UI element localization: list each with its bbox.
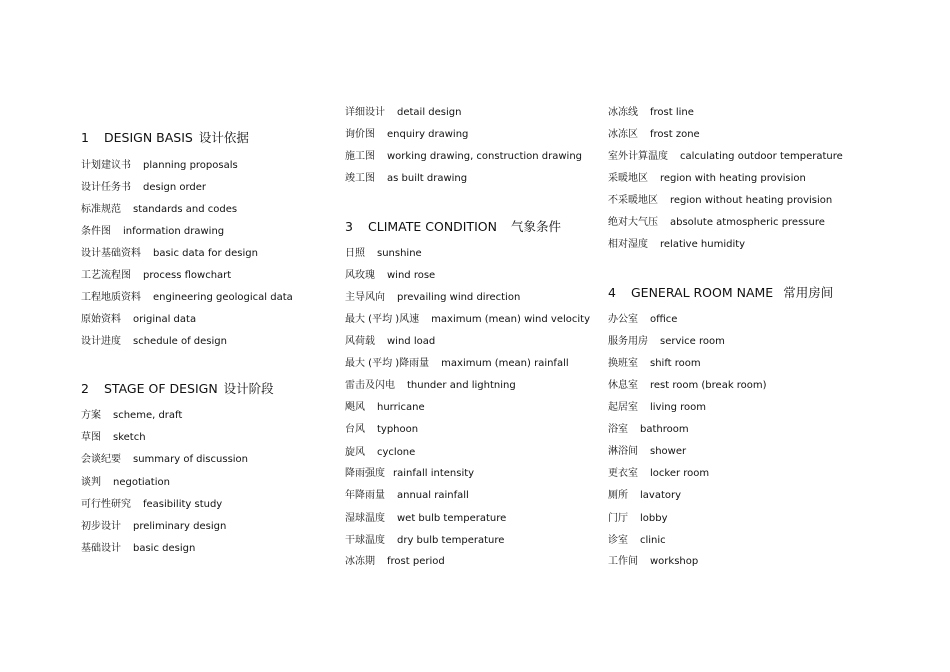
term-zh: 风荷载 <box>345 336 375 347</box>
glossary-entry <box>345 269 435 283</box>
term-zh: 设计进度 <box>81 336 121 347</box>
term-en: shower <box>650 446 687 457</box>
term-en: dry bulb temperature <box>397 535 505 546</box>
term-zh: 详细设计 <box>345 107 385 118</box>
glossary-entry <box>608 534 666 548</box>
glossary-entry <box>345 467 474 481</box>
term-en: basic data for design <box>153 248 258 259</box>
term-zh: 可行性研究 <box>81 499 131 510</box>
term-en: living room <box>650 402 706 413</box>
term-en: sketch <box>113 432 146 443</box>
term-zh: 湿球温度 <box>345 513 385 524</box>
glossary-entry <box>345 534 504 548</box>
term-en: design order <box>143 182 207 193</box>
glossary-entry <box>81 159 238 173</box>
term-zh: 计划建议书 <box>81 160 131 171</box>
term-en: workshop <box>650 556 699 567</box>
glossary-entry <box>81 520 226 534</box>
term-en: absolute atmospheric pressure <box>670 217 825 228</box>
glossary-entry <box>81 181 206 195</box>
term-zh: 旋风 <box>345 447 365 458</box>
term-en: process flowchart <box>143 270 232 281</box>
term-en: cyclone <box>377 447 416 458</box>
glossary-entry <box>81 498 222 512</box>
term-en: detail design <box>397 107 462 118</box>
glossary-entry <box>81 335 227 349</box>
glossary-entry <box>608 379 767 393</box>
term-zh: 更衣室 <box>608 468 638 479</box>
glossary-entry <box>345 401 425 415</box>
glossary-entry <box>608 194 832 208</box>
term-en: planning proposals <box>143 160 238 171</box>
term-zh: 台风 <box>345 424 365 435</box>
section-heading-climate-condition <box>345 219 561 235</box>
term-en: as built drawing <box>387 173 468 184</box>
section-heading-design-basis <box>81 130 249 146</box>
section-heading-general-room-name <box>608 285 833 301</box>
glossary-entry <box>608 467 709 481</box>
term-zh: 日照 <box>345 248 365 259</box>
glossary-entry <box>608 401 706 415</box>
term-en: hurricane <box>377 402 425 413</box>
term-zh: 最大 (平均 )降雨量 <box>345 358 430 369</box>
term-en: clinic <box>640 535 666 546</box>
term-zh: 工作间 <box>608 556 638 567</box>
term-en: locker room <box>650 468 710 479</box>
term-en: shift room <box>650 358 701 369</box>
term-en: region with heating provision <box>660 173 806 184</box>
glossary-entry <box>81 431 146 445</box>
term-en: engineering geological data <box>153 292 293 303</box>
glossary-entry <box>608 445 686 459</box>
section-title-zh: 气象条件 <box>511 219 562 234</box>
term-zh: 淋浴间 <box>608 446 638 457</box>
section-title-zh: 常用房间 <box>783 285 834 300</box>
term-zh: 不采暖地区 <box>608 195 658 206</box>
glossary-entry <box>81 247 258 261</box>
section-number: 4 <box>608 285 616 300</box>
term-en: basic design <box>133 543 196 554</box>
glossary-entry <box>345 150 582 164</box>
term-zh: 条件图 <box>81 226 111 237</box>
term-en: wind load <box>387 336 436 347</box>
glossary-entry <box>81 313 196 327</box>
glossary-entry <box>81 225 224 239</box>
term-zh: 风玫瑰 <box>345 270 375 281</box>
term-en: enquiry drawing <box>387 129 469 140</box>
term-zh: 设计任务书 <box>81 182 131 193</box>
term-zh: 相对湿度 <box>608 239 648 250</box>
term-zh: 施工图 <box>345 151 375 162</box>
glossary-entry <box>608 106 694 120</box>
term-en: working drawing, construction drawing <box>387 151 583 162</box>
glossary-entry <box>608 128 700 142</box>
term-en: wet bulb temperature <box>397 513 507 524</box>
term-zh: 主导风向 <box>345 292 385 303</box>
term-zh: 干球温度 <box>345 535 385 546</box>
glossary-entry <box>608 512 668 526</box>
term-zh: 工程地质资料 <box>81 292 141 303</box>
term-zh: 草图 <box>81 432 101 443</box>
glossary-entry <box>608 555 698 569</box>
section-title-en: CLIMATE CONDITION <box>368 219 497 234</box>
term-zh: 换班室 <box>608 358 638 369</box>
glossary-entry <box>345 446 415 460</box>
glossary-entry <box>608 423 689 437</box>
term-zh: 基础设计 <box>81 543 121 554</box>
term-en: rest room (break room) <box>650 380 767 391</box>
glossary-entry <box>608 172 806 186</box>
term-en: sunshine <box>377 248 422 259</box>
term-en: information drawing <box>123 226 225 237</box>
term-en: prevailing wind direction <box>397 292 521 303</box>
term-zh: 年降雨量 <box>345 490 385 501</box>
section-number: 3 <box>345 219 353 234</box>
term-en: region without heating provision <box>670 195 833 206</box>
glossary-entry <box>345 172 467 186</box>
term-en: lobby <box>640 513 668 524</box>
section-number: 2 <box>81 381 89 396</box>
term-zh: 办公室 <box>608 314 638 325</box>
glossary-entry <box>81 269 231 283</box>
glossary-entry <box>608 357 701 371</box>
term-en: summary of discussion <box>133 454 249 465</box>
glossary-entry <box>81 542 195 556</box>
glossary-entry <box>81 453 248 467</box>
term-zh: 诊室 <box>608 535 628 546</box>
glossary-entry <box>345 555 445 569</box>
term-en: frost line <box>650 107 694 118</box>
glossary-entry <box>345 489 469 503</box>
term-zh: 询价图 <box>345 129 375 140</box>
glossary-entry <box>608 489 681 503</box>
term-zh: 门厅 <box>608 513 628 524</box>
term-en: scheme, draft <box>113 410 183 421</box>
glossary-entry <box>345 128 468 142</box>
glossary-entry <box>345 357 569 371</box>
glossary-entry <box>345 247 422 261</box>
term-en: preliminary design <box>133 521 227 532</box>
term-zh: 初步设计 <box>81 521 121 532</box>
section-title-en: STAGE OF DESIGN <box>104 381 218 396</box>
section-title-zh: 设计依据 <box>198 130 249 145</box>
term-zh: 绝对大气压 <box>608 217 658 228</box>
term-zh: 工艺流程图 <box>81 270 131 281</box>
term-zh: 厕所 <box>608 490 628 501</box>
term-zh: 标准规范 <box>81 204 121 215</box>
term-zh: 采暖地区 <box>608 173 648 184</box>
term-en: lavatory <box>640 490 682 501</box>
term-en: annual rainfall <box>397 490 469 501</box>
glossary-entry <box>345 379 516 393</box>
glossary-entry <box>81 476 170 490</box>
term-zh: 浴室 <box>608 424 628 435</box>
term-en: feasibility study <box>143 499 223 510</box>
section-title-en: DESIGN BASIS <box>104 130 193 145</box>
glossary-entry <box>345 512 506 526</box>
term-en: maximum (mean) wind velocity <box>431 314 590 325</box>
glossary-entry <box>81 291 293 305</box>
term-en: frost zone <box>650 129 700 140</box>
term-zh: 雷击及闪电 <box>345 380 395 391</box>
section-heading-stage-of-design <box>81 381 274 397</box>
glossary-entry <box>608 150 843 164</box>
term-zh: 室外计算温度 <box>608 151 668 162</box>
term-zh: 方案 <box>81 410 101 421</box>
term-zh: 冰冻区 <box>608 129 638 140</box>
term-en: relative humidity <box>660 239 746 250</box>
term-zh: 起居室 <box>608 402 638 413</box>
term-en: schedule of design <box>133 336 227 347</box>
term-zh: 冰冻线 <box>608 107 638 118</box>
term-en: bathroom <box>640 424 689 435</box>
term-en: negotiation <box>113 477 170 488</box>
glossary-entry <box>345 423 418 437</box>
term-zh: 竣工图 <box>345 173 375 184</box>
term-zh: 休息室 <box>608 380 638 391</box>
term-en: typhoon <box>377 424 419 435</box>
term-zh: 谈判 <box>81 477 101 488</box>
section-title-zh: 设计阶段 <box>223 381 274 396</box>
term-en: maximum (mean) rainfall <box>441 358 569 369</box>
glossary-entry <box>608 216 825 230</box>
term-zh: 会谈纪要 <box>81 454 121 465</box>
glossary-entry <box>608 335 725 349</box>
term-en: rainfall intensity <box>393 468 475 479</box>
term-zh: 冰冻期 <box>345 556 375 567</box>
term-zh: 原始资料 <box>81 314 121 325</box>
glossary-entry <box>81 203 237 217</box>
section-number: 1 <box>81 130 89 145</box>
glossary-entry <box>608 238 745 252</box>
term-en: standards and codes <box>133 204 238 215</box>
glossary-entry <box>345 335 435 349</box>
section-title-en: GENERAL ROOM NAME <box>631 285 774 300</box>
term-en: original data <box>133 314 197 325</box>
term-en: wind rose <box>387 270 436 281</box>
glossary-entry <box>608 313 677 327</box>
term-zh: 飓风 <box>345 402 365 413</box>
glossary-entry <box>345 106 461 120</box>
term-zh: 降雨强度 <box>345 468 385 479</box>
term-zh: 服务用房 <box>608 336 648 347</box>
term-en: service room <box>660 336 725 347</box>
glossary-entry <box>345 313 590 327</box>
glossary-entry <box>345 291 520 305</box>
term-en: office <box>650 314 678 325</box>
term-zh: 最大 (平均 )风速 <box>345 314 420 325</box>
term-en: calculating outdoor temperature <box>680 151 843 162</box>
term-zh: 设计基础资料 <box>81 248 141 259</box>
glossary-entry <box>81 409 182 423</box>
term-en: thunder and lightning <box>407 380 516 391</box>
term-en: frost period <box>387 556 445 567</box>
